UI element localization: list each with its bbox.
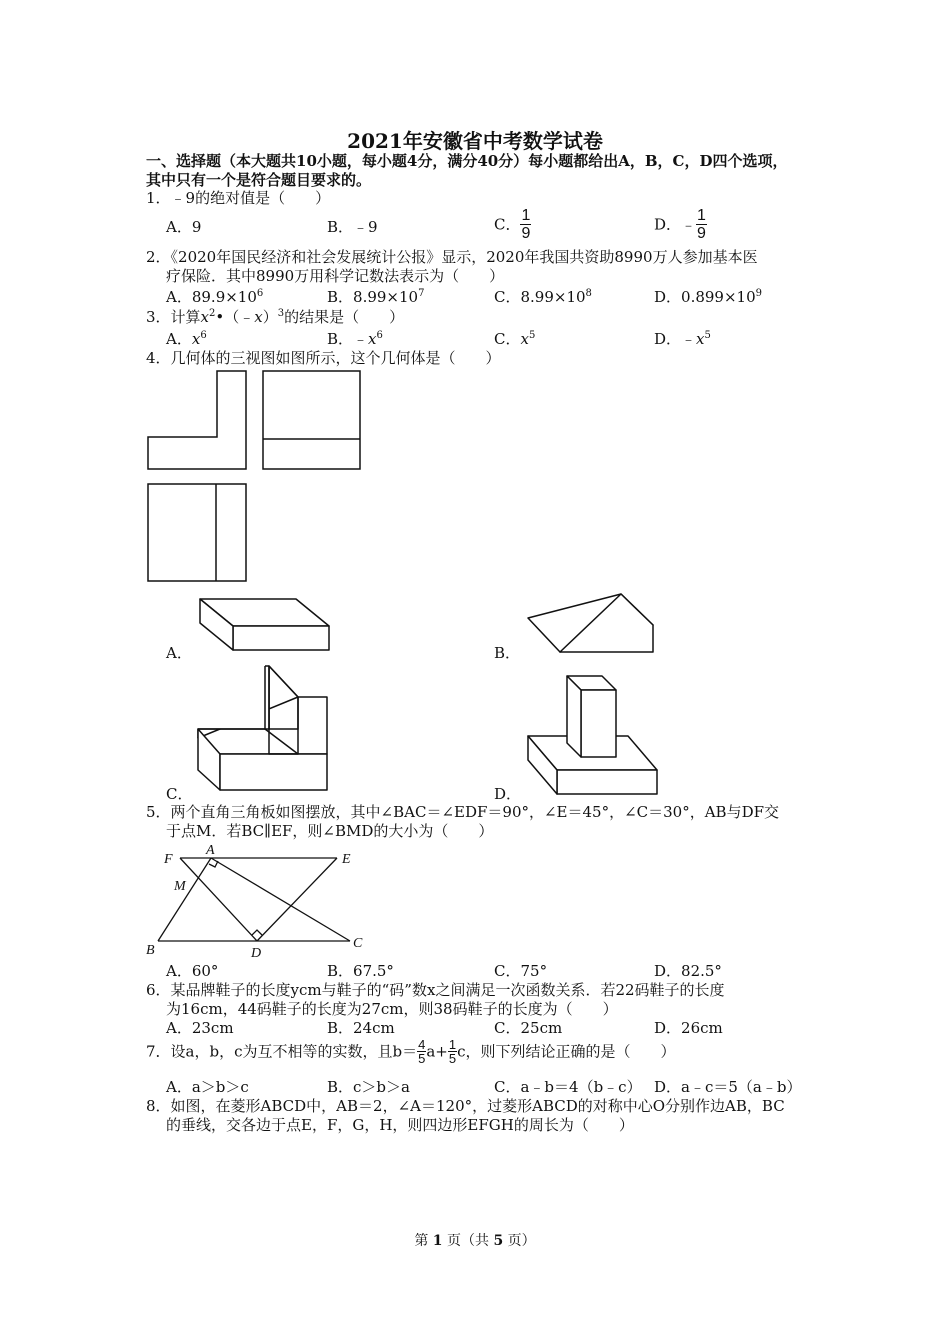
label-C: C <box>353 936 363 951</box>
q5-option-d: D．82.5° <box>654 962 722 980</box>
q2-option-c: C．$8.99\times 10^8$ <box>494 288 592 306</box>
q4-option-b-label: B． <box>494 644 521 662</box>
q1-option-b: B．﹣9 <box>327 218 378 236</box>
q7-option-a: A．a＞b＞c <box>166 1078 249 1096</box>
q6-option-b: B．24cm <box>327 1019 395 1037</box>
q4-option-d-solid <box>520 670 665 800</box>
page-total: 5 <box>493 1233 504 1249</box>
q3-option-b: B．$﹣x^6$ <box>327 330 383 348</box>
q4-three-views-figure <box>140 365 370 590</box>
q2-option-b: B．$8.99\times 10^7$ <box>327 288 425 306</box>
page-title: 2021年安徽省中考数学试卷 <box>347 129 603 153</box>
q5-stem-line1: 5．两个直角三角板如图摆放，其中∠BAC＝∠EDF＝90°，∠E＝45°，∠C＝30°，AB与DF交 <box>146 803 780 821</box>
section-heading-line1: 一、选择题（本大题共10小题，每小题4分，满分40分）每小题都给出A，B，C，D四个选项， <box>146 152 788 170</box>
q7-option-c: C．a﹣b＝4（b﹣c） <box>494 1078 642 1096</box>
q3-option-c: C．$x^5$ <box>494 330 536 348</box>
q1-stem: 1．﹣9的绝对值是（ ） <box>146 189 331 207</box>
q4-option-c-label: C． <box>166 785 193 803</box>
q4-option-a-solid <box>190 592 340 662</box>
q5-option-c: C．75° <box>494 962 548 980</box>
label-M: M <box>174 879 186 894</box>
q2-option-d: D．$0.899\times 10^9$ <box>654 288 762 306</box>
q7-option-b: B．c＞b＞a <box>327 1078 410 1096</box>
q1-option-c: C． $\frac{1}{9}$ <box>494 207 531 242</box>
label-F: F <box>164 852 173 867</box>
q8-stem-line1: 8．如图，在菱形ABCD中，AB＝2，∠A＝120°，过菱形ABCD的对称中心O分别作边AB，BC <box>146 1097 785 1115</box>
q8-stem-line2: 的垂线，交各边于点E，F，G，H，则四边形EFGH的周长为（ ） <box>166 1116 634 1134</box>
q5-stem-line2: 于点M．若BC∥EF，则∠BMD的大小为（ ） <box>166 822 494 840</box>
top-view <box>148 484 246 581</box>
q1-option-d: D．﹣ $\frac{1}{9}$ <box>654 207 706 242</box>
q3-stem: 3．计算$x^2•(﹣x)^3$的结果是（ ） <box>146 308 405 326</box>
front-view <box>148 371 246 469</box>
q7-option-d: D．a﹣c＝5（a﹣b） <box>654 1078 802 1096</box>
q6-stem-line1: 6．某品牌鞋子的长度ycm与鞋子的“码”数x之间满足一次函数关系．若22码鞋子的长度 <box>146 981 725 999</box>
q3-option-d: D．$﹣x^5$ <box>654 330 711 348</box>
label-E: E <box>342 852 351 867</box>
q6-option-a: A．23cm <box>166 1019 234 1037</box>
q4-option-a-label: A． <box>166 644 192 662</box>
q4-option-c-solid <box>190 660 335 795</box>
q5-option-a: A．60° <box>166 962 219 980</box>
label-D: D <box>251 946 262 961</box>
q6-option-c: C．25cm <box>494 1019 563 1037</box>
q2-option-a: A．$89.9\times 10^6$ <box>166 288 264 306</box>
q7-stem: 7．设a，b，c为互不相等的实数，且b＝ $\frac{4}{5}$ a+ $\frac{1}{5}$ c，则下列结论正确的是（ ） <box>146 1037 676 1066</box>
q5-triangles-figure <box>140 840 380 965</box>
page-number: 1 <box>432 1233 443 1249</box>
page-footer: 第 1 页（共 5 页） <box>414 1233 536 1249</box>
q2-stem-line2: 疗保险．其中8990万用科学记数法表示为（ ） <box>166 267 505 285</box>
q1-option-a: A．9 <box>166 218 202 236</box>
q6-stem-line2: 为16cm，44码鞋子的长度为27cm，则38码鞋子的长度为（ ） <box>166 1000 618 1018</box>
side-view <box>263 371 360 469</box>
q5-option-b: B．67.5° <box>327 962 394 980</box>
q6-option-d: D．26cm <box>654 1019 723 1037</box>
q4-stem: 4．几何体的三视图如图所示，这个几何体是（ ） <box>146 349 501 367</box>
section-heading-line2: 其中只有一个是符合题目要求的。 <box>146 171 372 189</box>
label-A: A <box>206 843 215 858</box>
q2-stem-line1: 2．《2020年国民经济和社会发展统计公报》显示，2020年我国共资助8990万人参加基本医 <box>146 248 758 266</box>
q3-option-a: A．$x^6$ <box>166 330 207 348</box>
q4-option-d-label: D． <box>494 785 522 803</box>
label-B: B <box>146 943 155 958</box>
q4-option-b-solid <box>520 588 660 658</box>
